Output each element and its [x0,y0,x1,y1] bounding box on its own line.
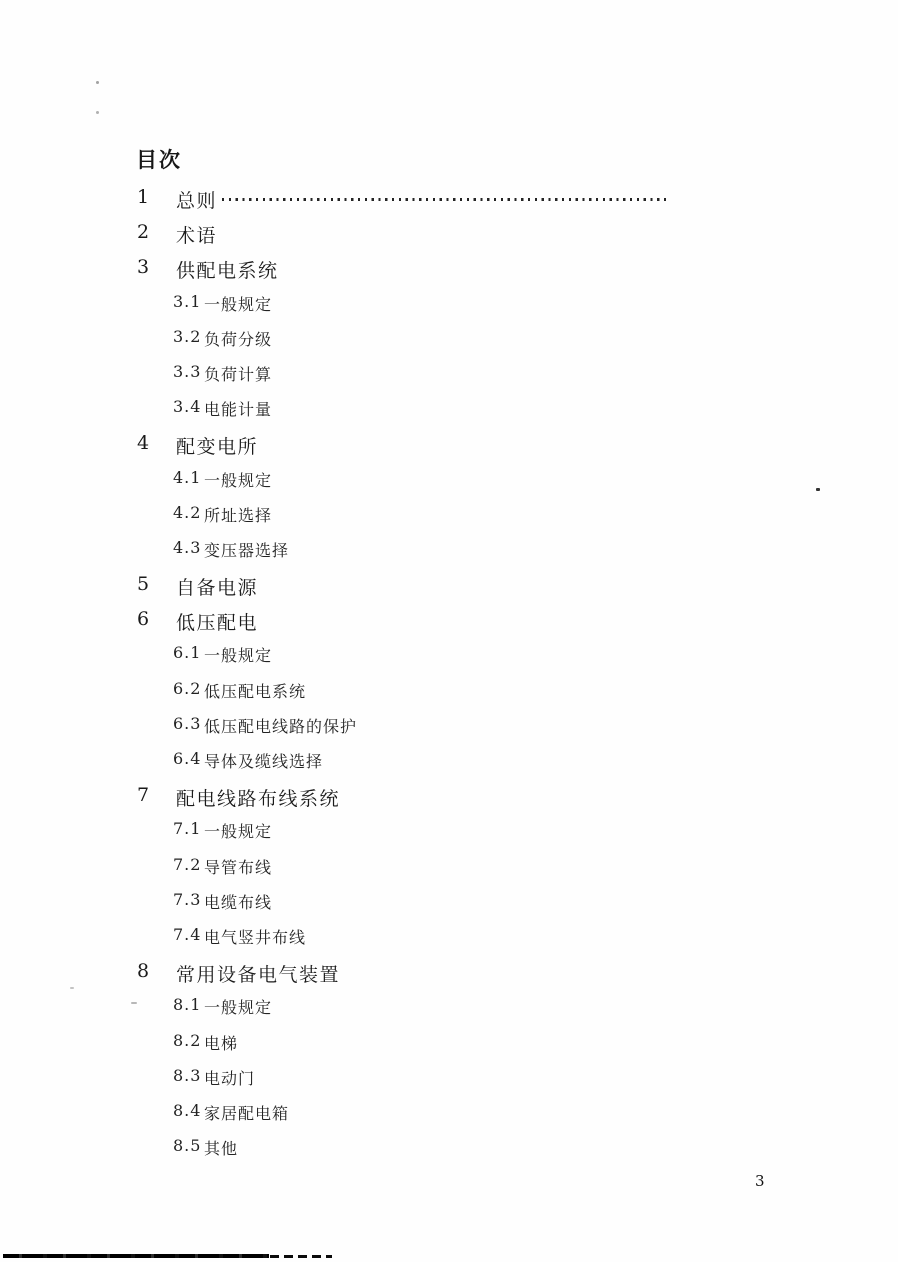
toc-entry-title: 负荷计算 [204,364,273,384]
toc-entry-title: 电动门 [204,1068,256,1088]
toc-entry-number: 7.3 [173,889,202,909]
toc-entry-number: 3.3 [173,361,202,381]
toc-entry [173,538,898,573]
toc-entry [137,221,898,256]
toc-entry-title: 自备电源 [176,577,259,600]
toc-entry-number: 3 [137,256,150,279]
toc-entry-number: 3.2 [173,326,202,346]
toc-entry [173,714,898,749]
toc-entry-number: 4.1 [173,467,202,487]
toc-entry-title: 一般规定 [204,470,273,490]
toc-entry [173,819,898,854]
scan-speck [96,81,99,84]
toc-entry-title: 家居配电箱 [204,1103,290,1123]
toc-entry [137,608,898,643]
toc-entry-number: 8 [137,960,150,983]
toc-entry [173,890,898,925]
toc-entry [173,362,898,397]
toc-entry-title: 导体及缆线选择 [204,752,324,771]
toc-entry-number: 7.4 [173,924,202,944]
toc-entry [137,432,898,467]
toc-entry [137,256,898,291]
toc-entry-number: 8.2 [173,1030,202,1050]
toc-entry-number: 7.1 [173,819,202,839]
toc-entry-title: 常用设备电气装置 [176,964,341,987]
toc-entry-number: 6 [137,608,150,631]
toc-entry-title: 配电线路布线系统 [176,788,341,811]
toc-entry [173,397,898,432]
toc-entry-title: 负荷分级 [204,329,273,349]
toc-entry-number: 6.1 [173,643,202,663]
toc-entry-number: 3.4 [173,397,202,417]
toc-entry-title: 电缆布线 [204,892,273,912]
toc-entry-number: 8.5 [173,1136,202,1156]
toc-entry [173,1136,898,1171]
toc-entry-number: 8.4 [173,1100,202,1120]
scan-artifact-bottom-line [3,1254,269,1258]
toc-list [0,186,898,1171]
page-number: 3 [755,1172,765,1190]
toc-entry [137,960,898,995]
toc-entry-number: 2 [137,221,150,244]
toc-entry [173,292,898,327]
toc-entry-title: 变压器选择 [204,540,290,560]
toc-entry [173,1031,898,1066]
toc-entry-title: 一般规定 [204,294,273,314]
dotted-leader [222,198,669,201]
toc-entry [173,1066,898,1101]
toc-entry-title: 所址选择 [204,505,273,525]
toc-entry-title: 电梯 [204,1033,239,1053]
toc-entry [173,503,898,538]
toc-entry-title: 其他 [204,1139,239,1159]
toc-entry [173,468,898,503]
toc-entry-title: 一般规定 [204,646,273,666]
toc-entry [173,925,898,960]
toc-entry-number: 8.1 [173,995,202,1015]
toc-entry-number: 3.1 [173,291,202,311]
toc-entry [137,784,898,819]
toc-entry [173,995,898,1030]
toc-entry-number: 4 [137,432,150,455]
toc-entry [173,749,898,784]
toc-entry-title: 低压配电线路的保护 [204,716,358,736]
toc-entry [137,186,669,221]
toc-entry [173,327,898,362]
scan-speck [131,1002,137,1004]
toc-entry-number: 1 [137,186,150,208]
toc-entry-title: 术语 [176,225,218,248]
toc-entry [173,679,898,714]
toc-entry [137,573,898,608]
toc-entry-title: 总则 [176,190,218,212]
toc-entry-title: 配变电所 [176,436,259,459]
toc-entry [173,855,898,890]
toc-entry [173,1101,898,1136]
toc-entry-number: 4.3 [173,537,202,557]
toc-entry-title: 低压配电系统 [204,681,307,701]
toc-entry-title: 一般规定 [204,822,273,842]
scan-speck [70,987,74,989]
toc-entry-number: 5 [137,573,150,596]
toc-entry-number: 4.2 [173,502,202,522]
toc-entry-title: 低压配电 [176,612,259,635]
toc-entry-title: 导管布线 [204,857,273,877]
toc-entry-number: 7 [137,784,150,807]
toc-entry-number: 6.2 [173,678,202,698]
toc-entry-title: 一般规定 [204,998,273,1018]
toc-entry-title: 电气竖井布线 [204,927,307,947]
page-title: 目次 [136,147,182,172]
toc-entry [173,643,898,678]
toc-entry-title: 电能计量 [204,400,273,420]
scan-artifact-bottom-line-broken [270,1255,332,1258]
toc-entry-title: 供配电系统 [176,260,279,283]
toc-entry-number: 6.3 [173,713,202,733]
scan-speck [96,111,99,114]
toc-entry-number: 7.2 [173,854,202,874]
scan-speck [816,488,820,491]
toc-entry-number: 8.3 [173,1065,202,1085]
toc-entry-number: 6.4 [173,749,202,768]
